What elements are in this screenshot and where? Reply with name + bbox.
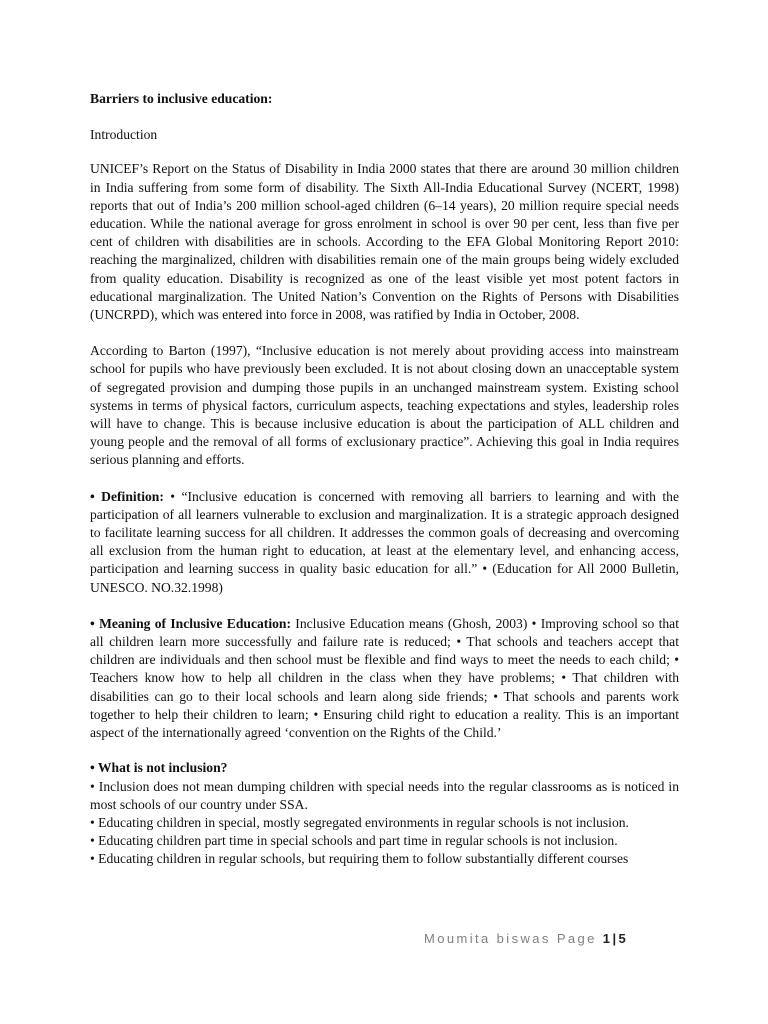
section-heading-introduction: Introduction	[90, 127, 158, 143]
list-item: • Educating children in special, mostly segregated environments in regular schools is not inclusion.	[90, 814, 629, 830]
definition-text: • “Inclusive education is concerned with removing all barriers to learning and with the participation of all learners vulnerable to exclusion and marginalization. It is a strategic approach designed to facilitate learning success for all children. It addresses the common goals of decreasing and overcoming all exclusion from the human right to education, at least at the elementary level, and enhancing access, participation and learning success in quality basic education for all.” • (Education for All 2000 Bulletin, UNESCO. NO.32.1998)	[90, 488, 679, 595]
paragraph-meaning	[90, 615, 679, 742]
paragraph-definition	[90, 488, 679, 597]
list-item: • Inclusion does not mean dumping children with special needs into the regular classrooms as is noticed in most schools of our country under SSA.	[90, 778, 679, 812]
document-body	[90, 90, 679, 869]
list-item: • Educating children in regular schools, but requiring them to follow substantially different courses	[90, 851, 629, 867]
not-inclusion-section	[90, 759, 679, 868]
meaning-label: • Meaning of Inclusive Education:	[90, 615, 291, 631]
document-title: Barriers to inclusive education:	[90, 91, 273, 106]
not-inclusion-heading: • What is not inclusion?	[90, 760, 228, 776]
page-footer	[424, 931, 628, 946]
footer-page-label: Page	[556, 931, 597, 946]
paragraph-barton-quote: According to Barton (1997), “Inclusive education is not merely about providing access into mainstream school for pupils who have previously been excluded. It is not about closing down an unacceptable system of segregated provision and dumping those pupils in an unchanged mainstream system. Existing school systems in terms of physical factors, curriculum aspects, teaching expectations and styles, leadership roles will have to change. This is because inclusive education is about the participation of ALL children and young people and the removal of all forms of exclusionary practice”. Achieving this goal in India requires serious planning and efforts.	[90, 343, 679, 468]
list-item: • Educating children part time in special schools and part time in regular schools is not inclusion.	[90, 833, 618, 849]
meaning-text: Inclusive Education means (Ghosh, 2003) • Improving school so that all children learn more successfully and failure rate is reduced; • That schools and teachers accept that children are individuals and then school must be flexible and find ways to meet the needs to each child; • Teachers know how to help all children in the class when they have problems; • That children with disabilities can go to their local schools and learn along side friends; • That schools and parents work together to help their children to learn; • Ensuring child right to education a reality. This is an important aspect of the internationally agreed ‘convention on the Rights of the Child.’	[90, 615, 679, 741]
footer-total-pages: 5	[618, 931, 629, 946]
footer-page-number: 1	[602, 931, 613, 946]
paragraph-unicef-report: UNICEF’s Report on the Status of Disability in India 2000 states that there are around 30 million children in India suffering from some form of disability. The Sixth All-India Educational Survey (NCERT, 1998) reports that out of India’s 200 million school-aged children (6–14 years), 20 million require special needs education. While the national average for gross enrolment in school is over 90 per cent, less than five per cent of children with disabilities are in schools. According to the EFA Global Monitoring Report 2010: reaching the marginalized, children with disabilities remain one of the main groups being widely excluded from quality education. Disability is recognized as one of the least visible yet most potent factors in educational marginalization. The United Nation’s Convention on the Rights of Persons with Disabilities (UNCRPD), which was entered into force in 2008, was ratified by India in October, 2008.	[90, 161, 679, 323]
footer-author: Moumita biswas	[424, 931, 551, 946]
definition-label: • Definition:	[90, 488, 164, 504]
footer-separator: |	[612, 931, 619, 946]
